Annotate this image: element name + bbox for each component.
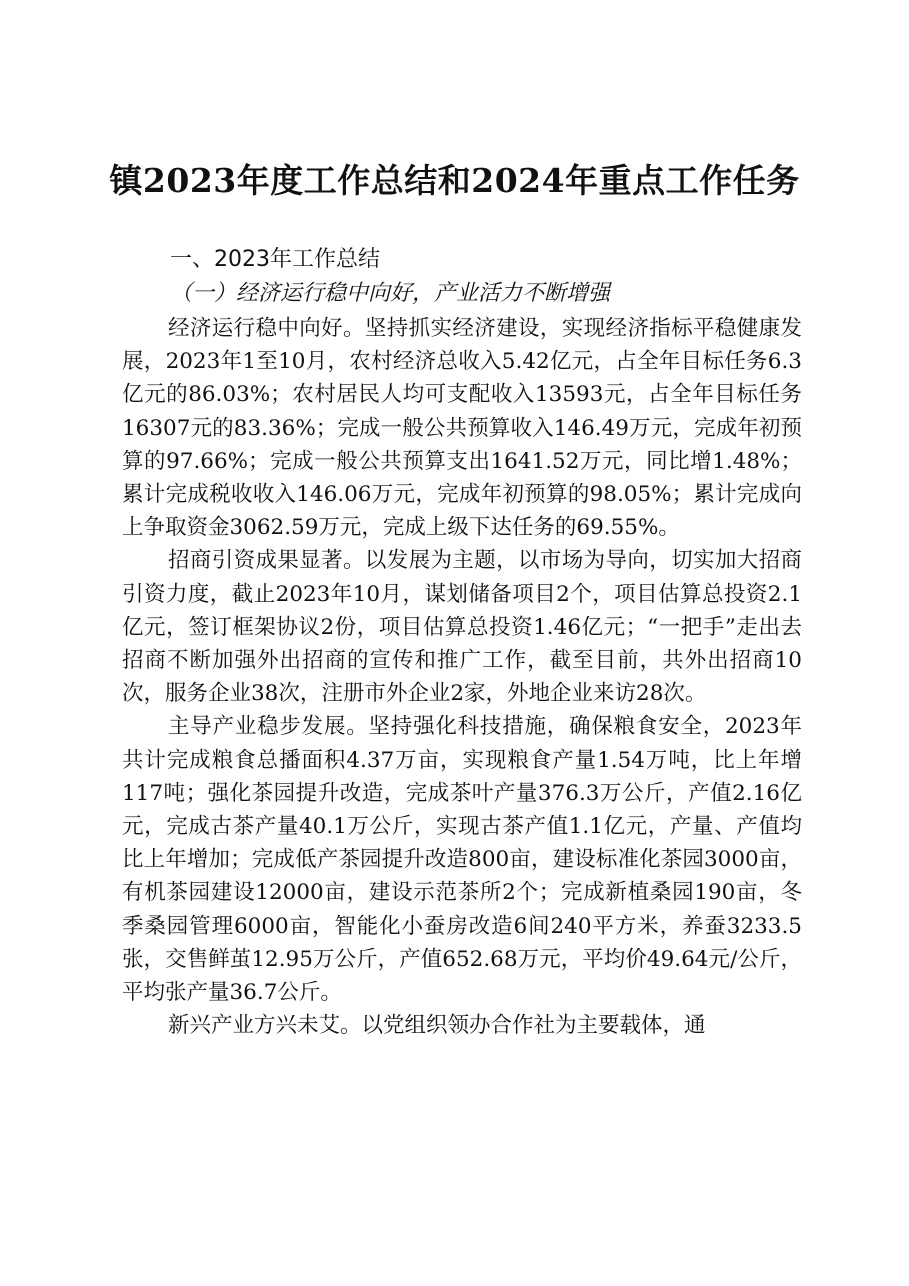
paragraph-economy: 经济运行稳中向好。坚持抓实经济建设，实现经济指标平稳健康发展，2023年1至10月，农村经济总收入5.42亿元，占全年目标任务6.3亿元的86.03%；农村居民人均可支配收入13593元，占全年目标任务16307元的83.36%；完成一般公共预算收入146.49万元，完成年初预算的97.66%；完成一般公共预算支出1641.52万元，同比增1.48%；累计完成税收收入146.06万元，完成年初预算的98.05%；累计完成向上争取资金3062.59万元，完成上级下达任务的69.55%。 <box>122 316 802 541</box>
section-heading: 一、2023年工作总结 <box>170 247 380 272</box>
paragraph-industry: 主导产业稳步发展。坚持强化科技措施，确保粮食安全，2023年共计完成粮食总播面积4.37万亩，实现粮食产量1.54万吨，比上年增117吨；强化茶园提升改造，完成茶叶产量376.3万公斤，产值2.16亿元，完成古茶产量40.1万公斤，实现古茶产值1.1亿元，产量、产值均比上年增加；完成低产茶园提升改造800亩，建设标准化茶园3000亩，有机茶园建设12000亩，建设示范茶所2个；完成新植桑园190亩，冬季桑园管理6000亩，智能化小蚕房改造6间240平方米，养蚕3233.5张，交售鲜茧12.95万公斤，产值652.68万元，平均价49.64元/公斤，平均张产量36.7公斤。 <box>122 714 802 1006</box>
body-text <box>122 312 802 1042</box>
paragraph-investment: 招商引资成果显著。以发展为主题，以市场为导向，切实加大招商引资力度，截止2023年10月，谋划储备项目2个，项目估算总投资2.1亿元，签订框架协议2份，项目估算总投资1.46亿元；“一把手”走出去招商不断加强外出招商的宣传和推广工作，截至目前，共外出招商10次，服务企业38次，注册市外企业2家，外地企业来访28次。 <box>122 548 802 707</box>
document-title: 镇2023年度工作总结和2024年重点工作任务 <box>109 161 800 200</box>
paragraph-emerging-industry: 新兴产业方兴未艾。以党组织领办合作社为主要载体，通 <box>168 1013 706 1039</box>
subsection-heading: （一）经济运行稳中向好，产业活力不断增强 <box>170 281 611 306</box>
